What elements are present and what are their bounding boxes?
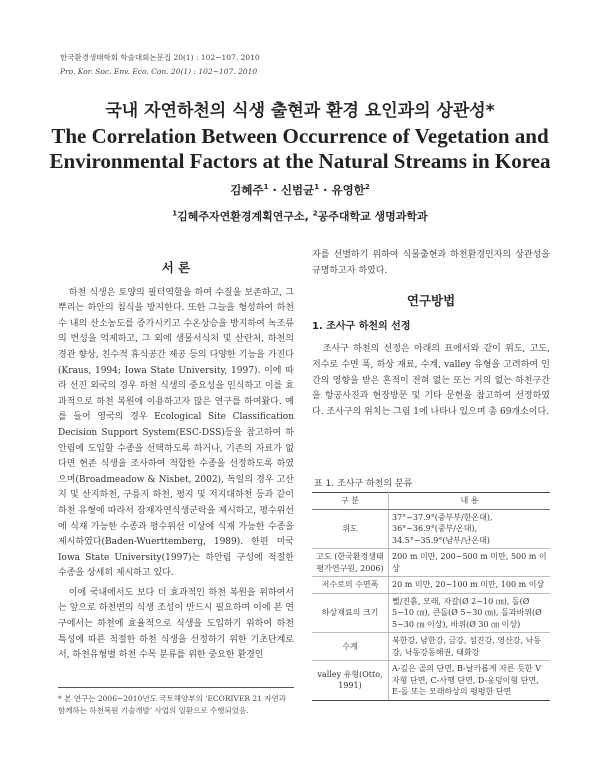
journal-citation-en: Pro. Kor. Soc. Env. Eco. Con. 20(1) : 102~107. 2010 — [60, 67, 258, 76]
methods-paragraph-1: 조사구 하천의 선정은 아래의 표에서와 같이 위도, 고도, 저수로 수면 폭, 하상 재료, 수계, valley 유형을 고려하여 인간의 영향을 받은 흔적이 전혀 없는 또는 거의 없는 하천구간을 항공사진과 현장방문 및 기타 문헌을 참고하여 선정하였다. 조사구의 위치는 그림 1에 나타나 있으며 총 69개소이다. — [312, 344, 550, 417]
author-affil-mark: 1 — [314, 183, 320, 192]
right-column — [312, 248, 550, 420]
authors — [0, 182, 600, 198]
subsection-heading: 1. 조사구 하천의 선정 — [312, 320, 411, 332]
table-key-cell: 저수로의 수면폭 — [312, 577, 389, 594]
section-heading-introduction: 서 론 — [161, 260, 191, 275]
table-row — [312, 549, 550, 577]
left-column — [58, 260, 294, 664]
table-header-cell: 구 분 — [312, 493, 389, 510]
table-value-line: 37°~37.9°(중부부/한온대), — [392, 512, 493, 522]
table-caption: 표 1. 조사구 하천의 분류 — [314, 479, 413, 489]
author-affil-mark: 1 — [263, 183, 269, 192]
intro-continuation: 자를 선별하기 위하여 식물출현과 하천환경인자의 상관성을 규명하고자 하였다. — [312, 250, 550, 276]
title-korean: 국내 자연하천의 식생 출현과 환경 요인과의 상관성* — [105, 101, 495, 121]
table-header-cell: 내 용 — [389, 493, 551, 510]
author-affil-mark: 2 — [364, 183, 370, 192]
intro-paragraph-2: 이에 국내에서도 보다 더 효과적인 하천 복원을 위하여서는 앞으로 하천변의 식생 조성이 반드시 필요하며 이에 본 연구에서는 하천에 효율적으로 식생을 도입하기 위하여 하천 특성에 따른 적절한 하천 식생을 선정하기 위한 기초단계로서, 하천유형별 하천 수목 분류를 위한 중요한 환경인 — [58, 587, 294, 661]
table-key-cell: 위도 — [312, 509, 389, 549]
affil-mark: 1 — [172, 209, 178, 218]
table-row — [312, 593, 550, 633]
affil-mark: 2 — [312, 209, 318, 218]
author-separator: · — [268, 183, 281, 197]
author-name: 유영한 — [331, 183, 365, 197]
table-header-row — [312, 493, 550, 510]
table-value-cell: 20 m 미만, 20~100 m 미만, 100 m 이상 — [389, 577, 551, 594]
classification-table — [312, 492, 550, 701]
affiliations — [0, 208, 600, 224]
author-separator: · — [319, 183, 332, 197]
table-key-cell: 하상재료의 크기 — [312, 593, 389, 633]
table-value-cell: 200 m 미만, 200~500 m 미만, 500 m 이상 — [389, 549, 551, 577]
section-heading-methods: 연구방법 — [406, 293, 456, 309]
author-name: 신범균 — [280, 183, 315, 197]
table-key-cell: 수계 — [312, 633, 389, 661]
author-name: 김혜주 — [230, 183, 264, 197]
table-value-line: 36°~36.9°(중부/온대), — [392, 524, 478, 533]
table-value-line: 34.5°~35.9°(남부/난온대) — [392, 535, 490, 545]
affiliation-2: 공주대학교 생명과학과 — [317, 210, 428, 223]
intro-paragraph-1: 하천 식생은 토양의 필터역할을 하여 수질을 보존하고, 그 뿌리는 하안의 침식을 방지한다. 또한 그늘을 형성하여 하천수 내의 산소농도를 증가시키고 수온상승을 방지하여 녹조류의 번성을 억제하고, 그 외에 생물서식처 및 산란처, 하천의 경관 향상, 친수적 휴식공간 제공 등의 다양한 기능을 가진다(Kraus, 1994; Iowa State University, 1997). 이에 따라 선진 외국의 경우 하천 식생의 중요성을 인식하고 이를 효과적으로 하천 복원에 이용하고자 많은 연구를 하여왔다. 예를 들어 영국의 경우 Ecological Site Classification Decision Support System(ESC-DSS)등을 참고하여 하안림에 도입할 수종을 선택하도록 하거나, 기존의 자료가 없다면 현존 식생을 조사하여 적합한 수종을 선정하도록 하였으며(Broadmeadow & Nisbet, 2002), 독일의 경우 고산지 및 산지하천, 구릉지 하천, 평지 및 저지대하천 등과 같이 하천 유형에 따라서 잠재자연식생군락을 제시하고, 평수위선에 식재 가능한 수종과 평수위선 이상에 식재 가능한 수종을 제시하였다(Baden-Wuerttemberg, 1989). 한편 미국 Iowa State University(1997)는 하안림 구성에 적절한 수종을 상세히 제시하고 있다. — [58, 287, 294, 579]
footnote: * 본 연구는 2006~2010년도 국토해양부의 ‘ECORIVER 21 자연과 함께하는 하천복원 기술개발’ 사업의 일환으로 수행되었음. — [58, 694, 287, 715]
journal-citation-ko: 한국환경생태학회 학술대회논문집 20(1) : 102~107. 2010 — [60, 53, 260, 62]
table-value-cell: 뻘/진흙, 모래, 자갈(Ø 2~10 ㎝), 돌(Ø 5~10 ㎝), 큰돌(Ø 5~30 ㎝), 돌과바위(Ø 5~30 ㎝ 이상), 바위(Ø 30 ㎝ 이상) — [389, 593, 551, 633]
table-row — [312, 509, 550, 549]
table-key-cell: valley 유형(Otto, 1991) — [312, 661, 389, 701]
table-row — [312, 577, 550, 594]
footnote-divider — [58, 687, 294, 688]
table-value-cell — [389, 509, 551, 549]
table-row — [312, 661, 550, 701]
table-key-cell: 고도 (한국환경생태평가연구원, 2006) — [312, 549, 389, 577]
affiliation-1: 김혜주자연환경계획연구소, — [177, 210, 309, 223]
table-value-cell: A-깊은 골의 단면, B-날카롭게 자른 듯한 V자형 단면, C-사행 단면, D-웅덩이형 단면, E-돌 또는 모래하상의 평평한 단면 — [389, 661, 551, 701]
table-row — [312, 633, 550, 661]
table-value-cell: 북한강, 남한강, 금강, 섬진강, 영산강, 낙동강, 낙동강동해권, 태화강 — [389, 633, 551, 661]
title-english: The Correlation Between Occurrence of Vegetation and Environmental Factors at the Natural Streams in Korea — [49, 124, 551, 173]
